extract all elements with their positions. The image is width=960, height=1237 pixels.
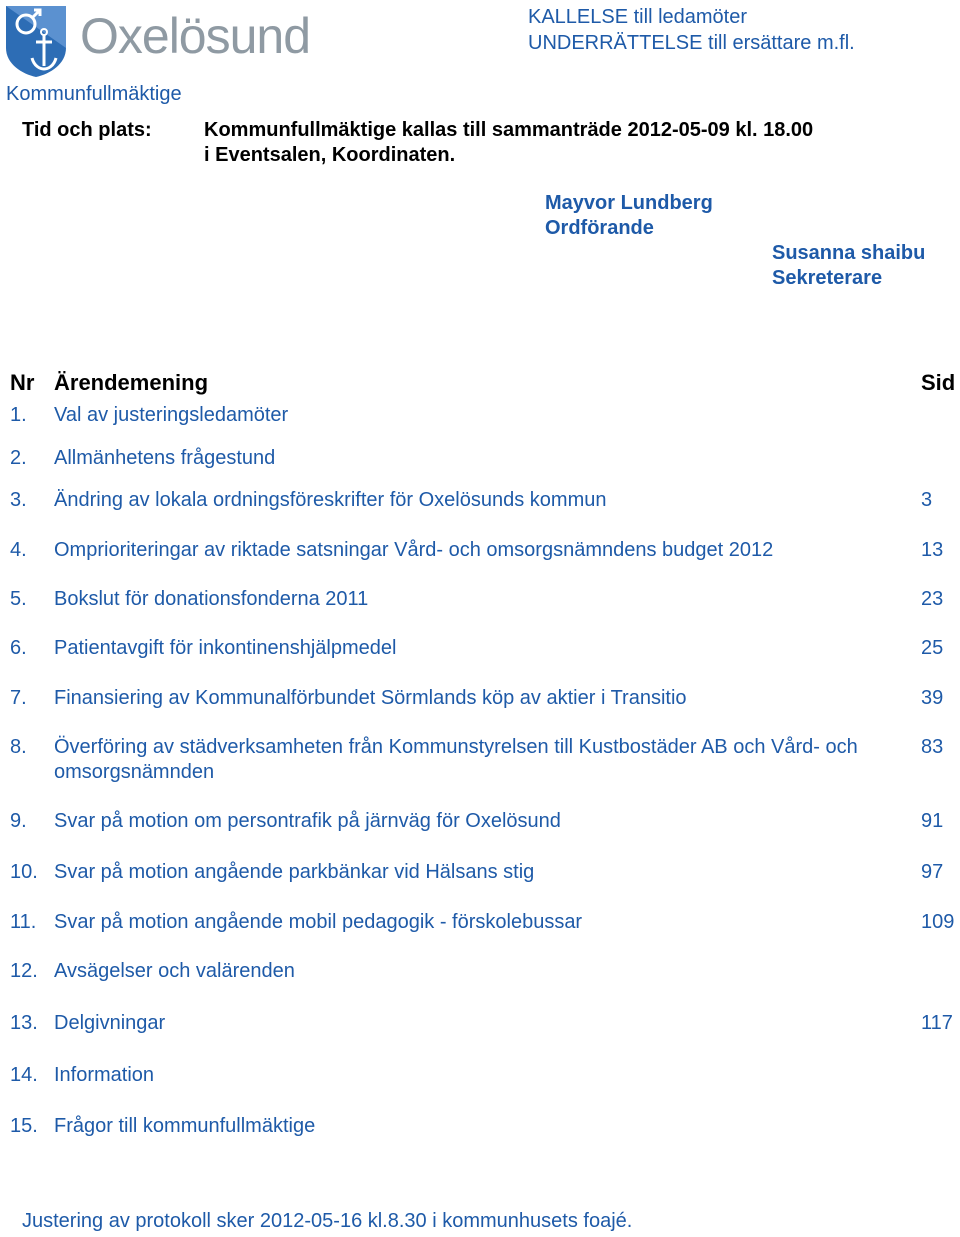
agenda-nr: 12. [10,960,38,982]
agenda-title: Svar på motion angående mobil pedagogik - förskolebussar [54,911,583,933]
chair-title: Ordförande [545,217,654,239]
column-header-title: Ärendemening [54,370,209,395]
agenda-nr: 13. [10,1012,38,1034]
agenda-title: Svar på motion angående parkbänkar vid Hälsans stig [54,861,535,883]
meeting-line-1: Kommunfullmäktige kallas till sammanträde 2012-05-09 kl. 18.00 [204,119,814,141]
footer-note: Justering av protokoll sker 2012-05-16 kl.8.30 i kommunhusets foajé. [22,1210,633,1232]
agenda-nr: 4. [10,539,27,561]
agenda-nr: 8. [10,736,27,758]
notice-line-substitutes: UNDERRÄTTELSE till ersättare m.fl. [528,32,855,54]
organization-name: Kommunfullmäktige [6,83,182,105]
agenda-page: 109 [921,911,955,933]
secretary-title: Sekreterare [772,267,883,289]
agenda-page: 25 [921,637,944,659]
agenda-page: 39 [921,687,944,709]
agenda-title: Allmänhetens frågestund [54,447,276,469]
agenda-nr: 3. [10,489,27,511]
secretary-name: Susanna shaibu [772,242,926,264]
agenda-nr: 2. [10,447,27,469]
agenda-title: Patientavgift för inkontinenshjälpmedel [54,637,397,659]
agenda-nr: 6. [10,637,27,659]
agenda-nr: 10. [10,861,38,883]
chair-signature [545,191,713,241]
meeting-line-2: i Eventsalen, Koordinaten. [204,144,456,166]
agenda-page: 97 [921,861,944,883]
meeting-details [204,118,904,168]
agenda-title: Överföring av städverksamheten från Kommunstyrelsen till Kustbostäder AB och Vård- och omsorgsnämnden [54,736,858,783]
notice-heading [528,4,855,56]
agenda-nr: 15. [10,1115,38,1137]
agenda-title: Omprioriteringar av riktade satsningar Vård- och omsorgsnämndens budget 2012 [54,539,774,561]
agenda-page: 83 [921,736,944,758]
agenda-title: Svar på motion om persontrafik på järnväg för Oxelösund [54,810,561,832]
agenda-page: 3 [921,489,933,511]
agenda-page: 91 [921,810,944,832]
secretary-signature [772,241,925,291]
time-place-label: Tid och plats: [22,119,152,141]
agenda-title: Delgivningar [54,1012,166,1034]
column-header-nr: Nr [10,370,35,395]
logo-wordmark: Oxelösund [80,8,311,64]
agenda-title: Ändring av lokala ordningsföreskrifter för Oxelösunds kommun [54,489,607,511]
column-header-page: Sid [921,370,956,395]
agenda-title: Bokslut för donationsfonderna 2011 [54,588,369,610]
notice-line-members: KALLELSE till ledamöter [528,6,748,28]
agenda-nr: 11. [10,911,37,933]
agenda-title: Information [54,1064,155,1086]
chair-name: Mayvor Lundberg [545,192,713,214]
agenda-nr: 14. [10,1064,38,1086]
agenda-page: 13 [921,539,944,561]
agenda-title: Finansiering av Kommunalförbundet Sörmlands köp av aktier i Transitio [54,687,687,709]
agenda-title: Frågor till kommunfullmäktige [54,1115,316,1137]
agenda-page: 23 [921,588,944,610]
municipal-shield-anchor-icon [4,4,68,78]
agenda-nr: 7. [10,687,27,709]
agenda-nr: 5. [10,588,27,610]
agenda-nr: 9. [10,810,27,832]
agenda-title: Val av justeringsledamöter [54,404,289,426]
agenda-nr: 1. [10,404,27,426]
agenda-title: Avsägelser och valärenden [54,960,295,982]
agenda-page: 117 [921,1012,953,1034]
